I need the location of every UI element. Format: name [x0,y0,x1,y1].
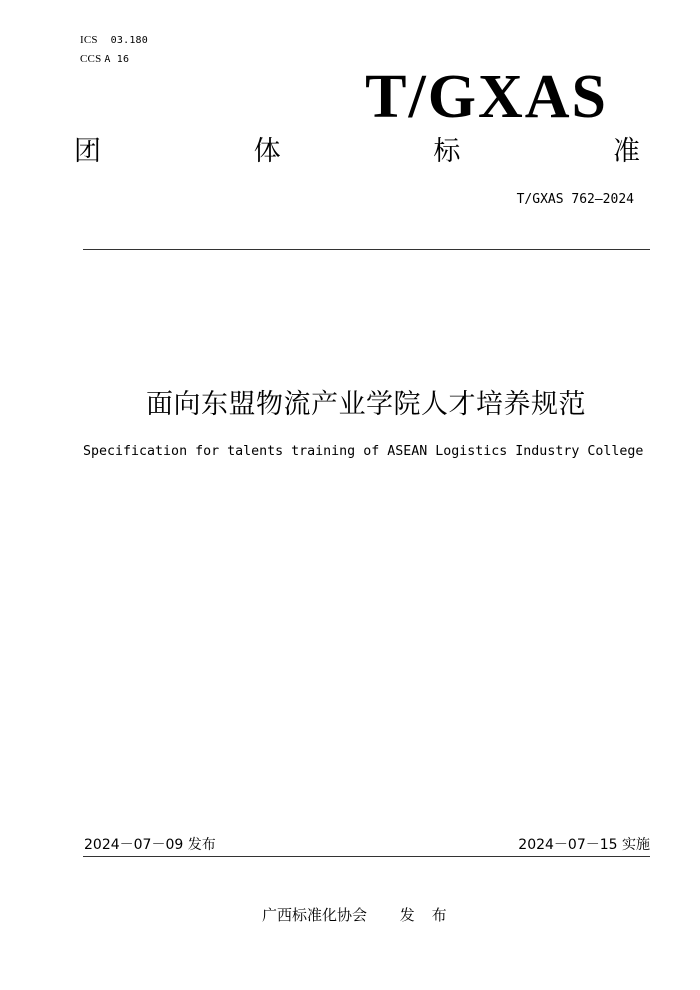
ccs-code [80,53,129,65]
ics-label: ICS [80,34,98,46]
publisher-line [262,904,453,925]
ccs-value: A 16 [104,54,130,65]
standard-type-char: 标 [433,136,461,167]
ics-code [80,34,148,46]
standard-type-char: 体 [253,136,281,167]
publish-action: 发 布 [399,906,453,924]
ccs-label: CCS [80,53,102,65]
publisher-name: 广西标准化协会 [262,906,368,924]
standard-type-char: 团 [74,136,101,167]
ics-value: 03.180 [110,35,148,46]
standard-logo: T/GXAS [365,63,608,131]
standard-number: T/GXAS 762—2024 [516,192,634,207]
publish-date: 2024－07－09 发布 [84,837,216,853]
implementation-date: 2024－07－15 实施 [518,837,650,853]
standard-type-char: 准 [612,136,640,167]
bottom-divider [83,856,650,857]
top-divider [83,249,650,250]
document-title-english: Specification for talents training of ASEAN Logistics Industry College [83,444,644,459]
standard-type-heading [74,136,640,168]
document-title-chinese: 面向东盟物流产业学院人才培养规范 [146,389,586,420]
